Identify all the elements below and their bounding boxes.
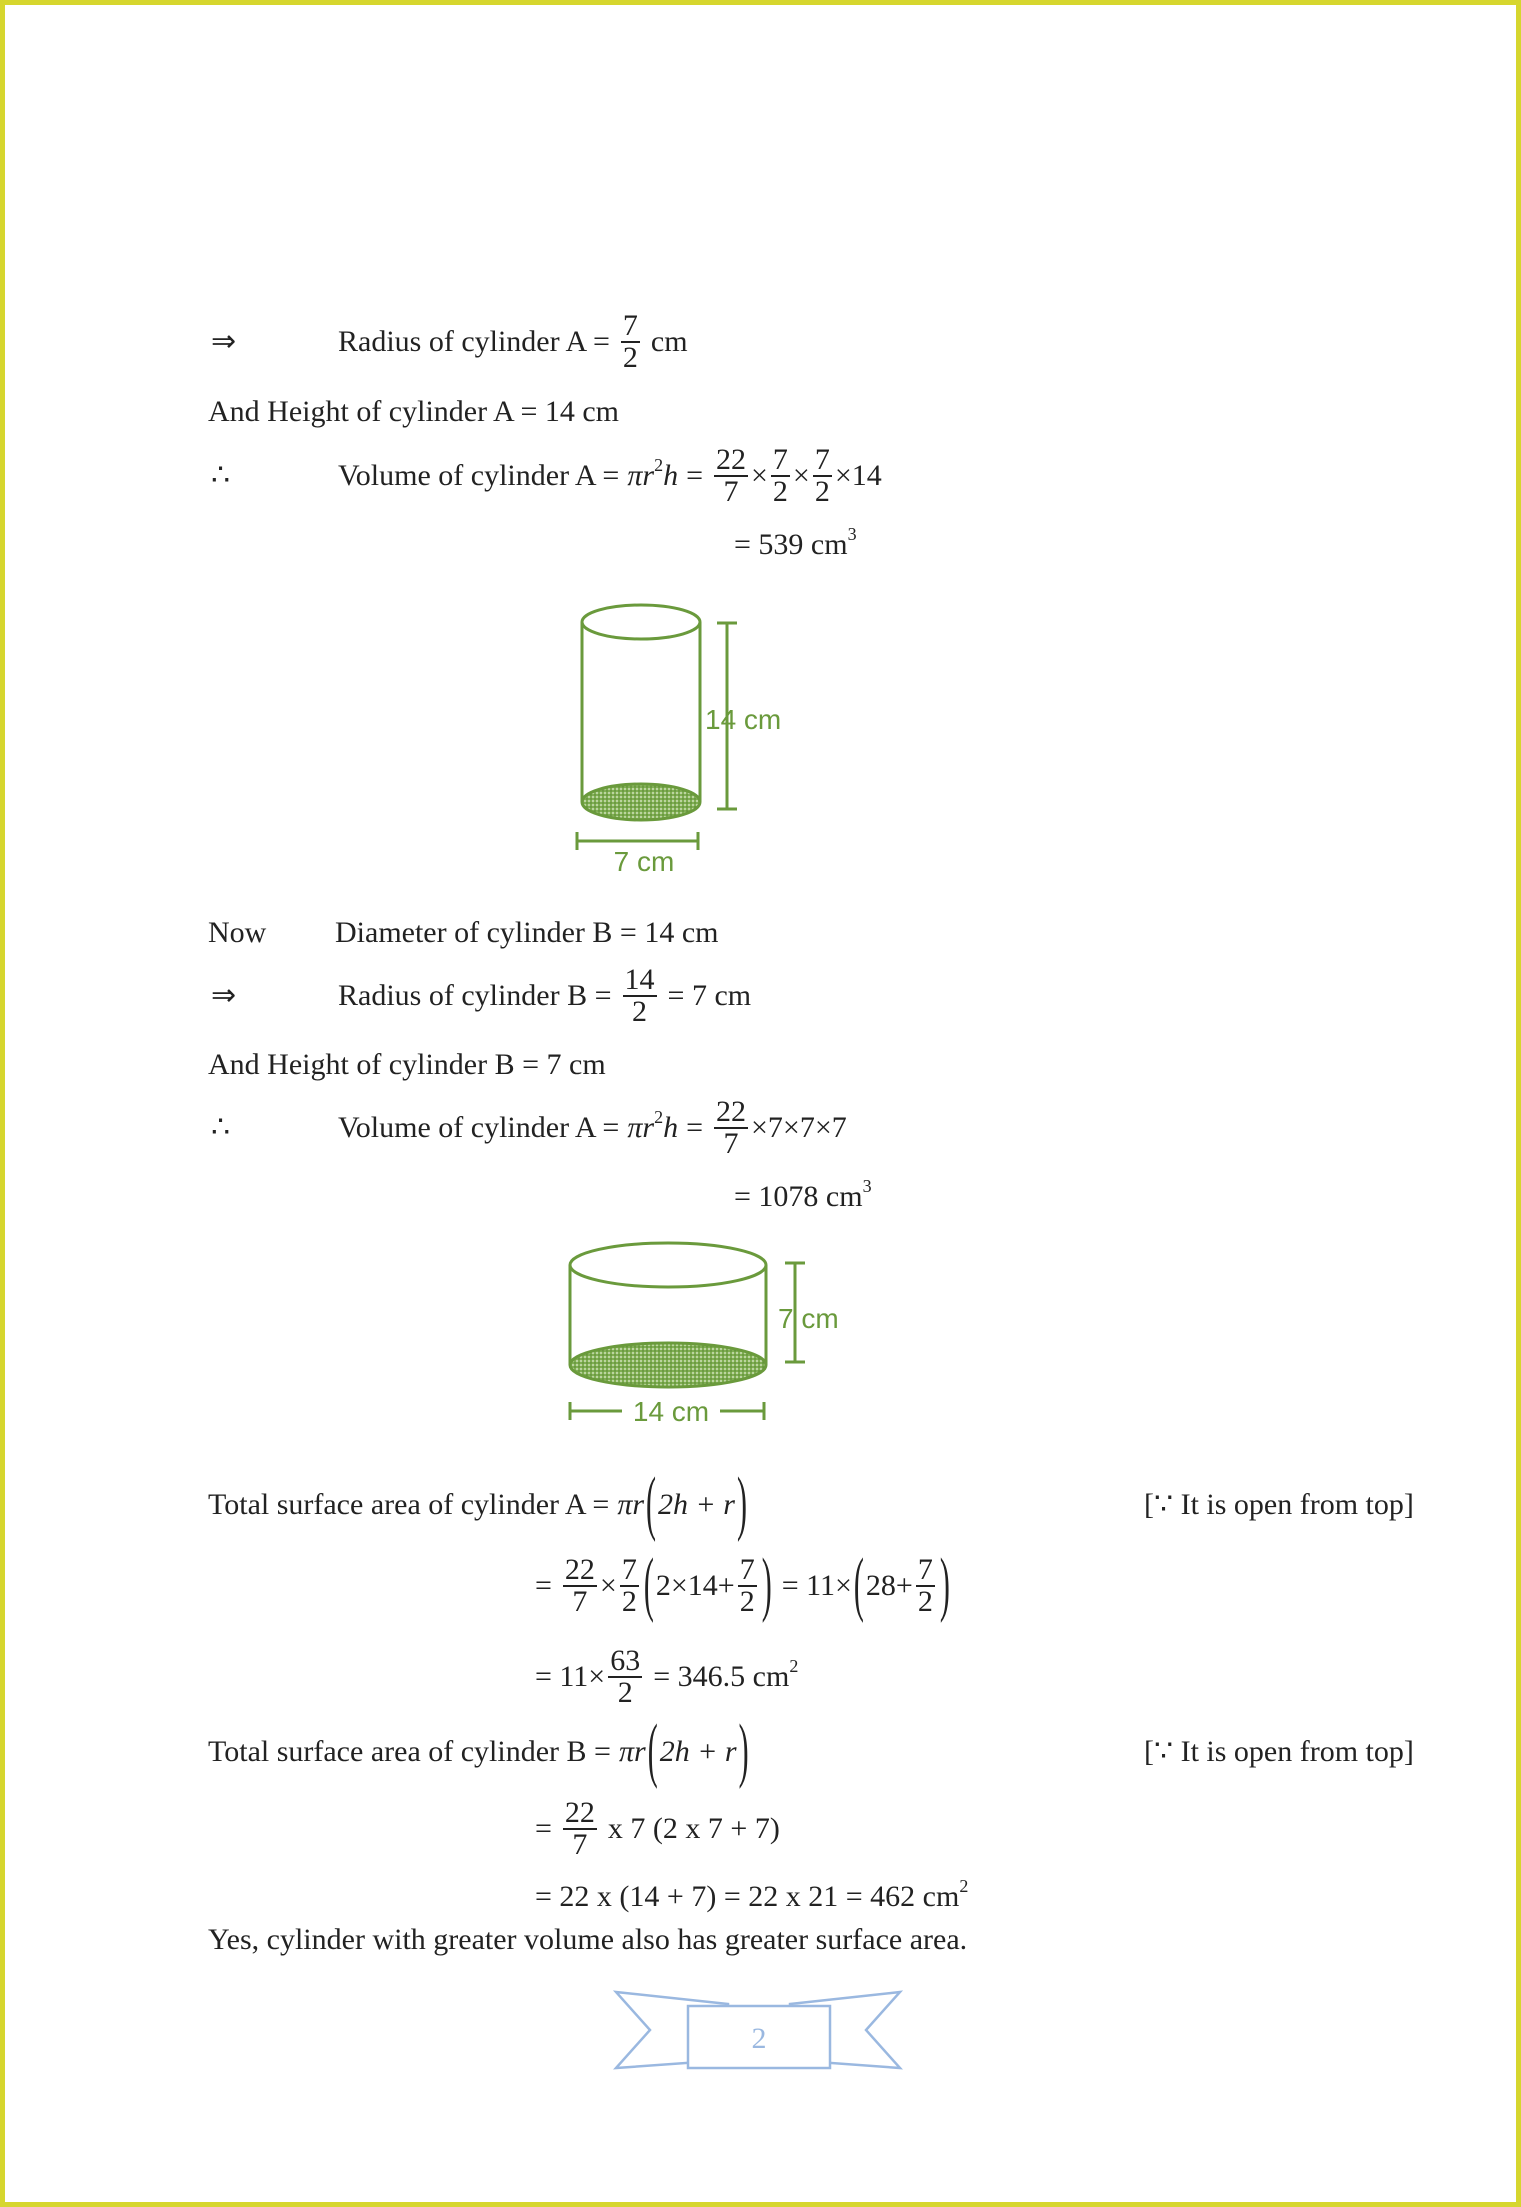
tsa-b-label: Total surface area of cylinder B = [208, 1735, 611, 1768]
equals: = [535, 1569, 552, 1602]
numerator: 7 [622, 309, 638, 342]
radius-b-label: Radius of cylinder B = [338, 979, 612, 1012]
expression-tail: ×14 [834, 459, 882, 492]
fraction [738, 1555, 757, 1617]
var-r: r [642, 459, 655, 492]
denominator: 7 [723, 475, 739, 508]
therefore-symbol: ∴ [211, 1111, 231, 1144]
numerator: 14 [624, 963, 655, 996]
height-a-line: And Height of cylinder A = 14 cm [208, 395, 620, 428]
pi: π [627, 1111, 643, 1144]
fraction [620, 1555, 639, 1617]
cylinder-a-height-label: 14 cm [705, 704, 782, 735]
tsa-b-step1 [535, 1798, 780, 1860]
inner-expression: 28+ [865, 1569, 913, 1602]
inner-expression: 2×14+ [655, 1569, 735, 1602]
times: × [599, 1569, 617, 1602]
times: × [750, 459, 768, 492]
tsa-b-result [535, 1876, 969, 1915]
pi: π [627, 459, 643, 492]
times: × [792, 459, 810, 492]
fraction [563, 1798, 597, 1860]
denominator: 7 [572, 1585, 588, 1618]
expression-tail: ×7×7×7 [750, 1111, 847, 1144]
now-label: Now [208, 916, 267, 949]
radius-b-line [211, 965, 751, 1027]
volume-a-label: Volume of cylinder A = [338, 459, 620, 492]
fraction [608, 1646, 642, 1708]
diameter-b-label: Diameter of cylinder B = 14 cm [335, 916, 719, 949]
result-text: = 1078 cm [734, 1180, 863, 1213]
equals: = [535, 1812, 552, 1845]
equals: = [686, 1111, 703, 1144]
denominator: 7 [723, 1127, 739, 1160]
numerator: 7 [739, 1553, 755, 1586]
volume-b-result [734, 1176, 872, 1215]
denominator: 2 [772, 475, 788, 508]
denominator: 2 [617, 1676, 633, 1709]
exponent: 3 [862, 1176, 872, 1196]
formula-pi-r: πr [617, 1488, 645, 1521]
tsa-b-line: Total surface area of cylinder B = πr ( 2h + r ) [∵ It is open from top] [208, 1711, 1414, 1791]
fraction [714, 1097, 748, 1159]
denominator: 7 [572, 1828, 588, 1861]
exponent: 2 [789, 1656, 799, 1676]
diameter-b-line [208, 915, 718, 951]
fraction [563, 1555, 597, 1617]
exponent: 2 [959, 1876, 969, 1896]
conclusion: Yes, cylinder with greater volume also has greater surface area. [208, 1923, 968, 1956]
formula-inner: 2h + r [658, 1488, 735, 1521]
tsa-a-result [535, 1646, 798, 1708]
tsa-a-step1: = $\frac{22}{7}$ × $\frac{7}{2}$ ( 2×14+ $\frac{7}{2}$ ) = 11× ( 28+ $\frac{7}{2}$ ) [535, 1545, 950, 1625]
expression-tail: = 7 cm [667, 979, 752, 1012]
result-text: = 539 cm [734, 528, 848, 561]
cylinder-b-width-label: 14 cm [632, 1396, 710, 1427]
therefore-symbol: ∴ [211, 459, 231, 492]
denominator: 2 [739, 1585, 755, 1618]
numerator: 7 [621, 1553, 637, 1586]
var-r: r [642, 1111, 655, 1144]
formula-inner: 2h + r [659, 1735, 737, 1768]
volume-b-label: Volume of cylinder A = [338, 1111, 620, 1144]
exponent: 3 [847, 524, 857, 544]
numerator: 22 [715, 443, 746, 476]
numerator: 22 [715, 1095, 746, 1128]
result-text: = 346.5 cm [653, 1660, 790, 1693]
open-top-note: [∵ It is open from top] [1144, 1488, 1414, 1521]
numerator: 7 [917, 1553, 933, 1586]
mid-expression: = 11× [781, 1569, 852, 1602]
height-b-line: And Height of cylinder B = 7 cm [208, 1048, 606, 1081]
radius-a-label: Radius of cylinder A = [338, 325, 610, 358]
formula-pi-r: πr [618, 1735, 646, 1768]
denominator: 2 [622, 341, 638, 374]
fraction [623, 965, 657, 1027]
cylinder-a-width-label: 7 cm [613, 846, 675, 877]
var-h: h [663, 1111, 679, 1144]
numerator: 22 [564, 1796, 595, 1829]
numerator: 63 [610, 1644, 641, 1677]
exponent: 2 [654, 1107, 664, 1127]
tsa-a-line: Total surface area of cylinder A = πr ( 2h + r ) [∵ It is open from top] [208, 1464, 1414, 1544]
denominator: 2 [917, 1585, 933, 1618]
equals: = [686, 459, 703, 492]
implies-symbol: ⇒ [211, 325, 237, 358]
denominator: 2 [814, 475, 830, 508]
implies-symbol: ⇒ [211, 979, 237, 1012]
numerator: 22 [564, 1553, 595, 1586]
unit: cm [650, 325, 688, 358]
fraction [916, 1555, 935, 1617]
volume-b-line [211, 1097, 847, 1159]
denominator: 2 [632, 995, 648, 1028]
tsa-a-label: Total surface area of cylinder A = [208, 1488, 610, 1521]
denominator: 2 [621, 1585, 637, 1618]
expression-tail: x 7 (2 x 7 + 7) [607, 1812, 780, 1845]
open-top-note: [∵ It is open from top] [1144, 1735, 1414, 1768]
cylinder-b-height-label: 7 cm [778, 1303, 839, 1334]
cylinder-b [570, 1243, 805, 1420]
exponent: 2 [654, 455, 664, 475]
numerator: 7 [772, 443, 788, 476]
numerator: 7 [814, 443, 830, 476]
result-text: = 22 x (14 + 7) = 22 x 21 = 462 cm [535, 1880, 960, 1913]
lead-expression: = 11× [535, 1660, 606, 1693]
var-h: h [663, 459, 679, 492]
page-number: 2 [751, 2022, 767, 2055]
